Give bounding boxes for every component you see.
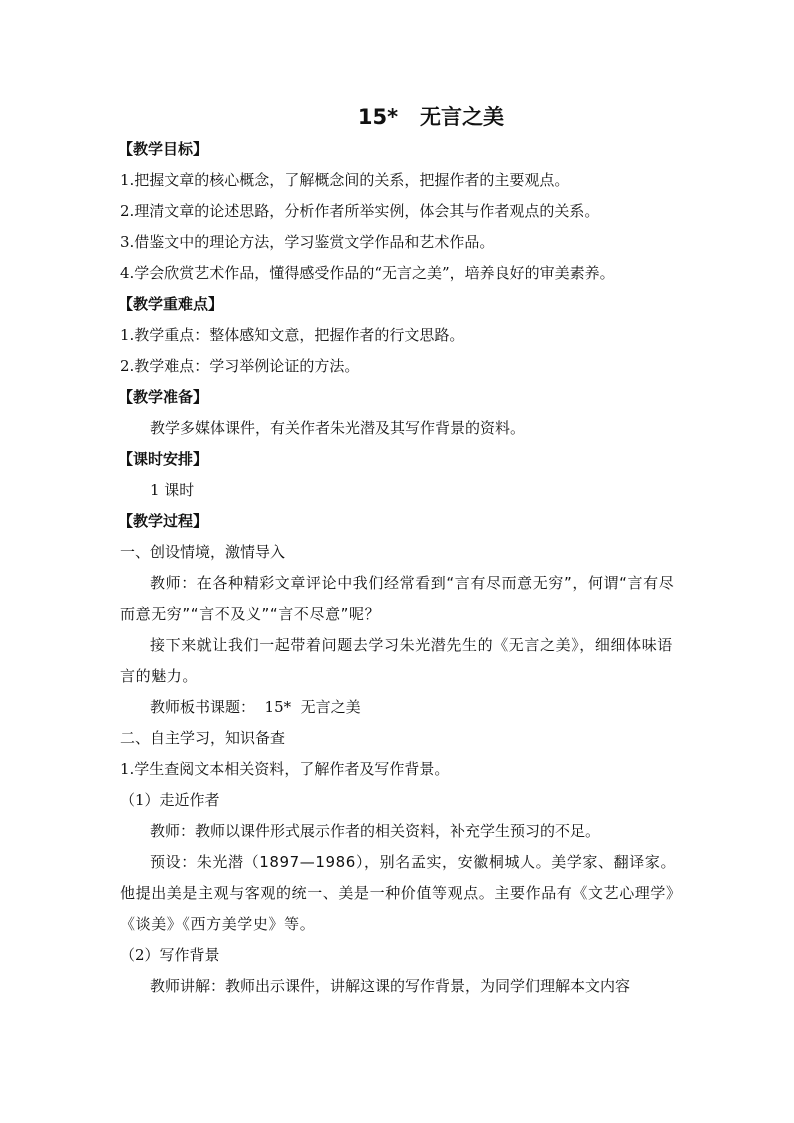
document-title: 15* 无言之美 <box>357 105 505 129</box>
author-paragraph-1: 教师：教师以课件形式展示作者的相关资料，补充学生预习的不足。 <box>150 822 601 840</box>
goal-item-1: 1.把握文章的核心概念，了解概念间的关系，把握作者的主要观点。 <box>120 171 570 189</box>
subsection-author-heading: （1）走近作者 <box>120 791 220 809</box>
part-1-heading: 一、创设情境，激情导入 <box>120 543 286 561</box>
section-heading-schedule: 【课时安排】 <box>118 450 209 468</box>
section-heading-goals: 【教学目标】 <box>118 140 209 158</box>
goal-item-3: 3.借鉴文中的理论方法，学习鉴赏文学作品和艺术作品。 <box>120 233 495 251</box>
schedule-text: 1 课时 <box>150 481 195 499</box>
part-1-paragraph-2: 接下来就让我们一起带着问题去学习朱光潜先生的《无言之美》，细细体味语言的魅力。 <box>120 636 673 685</box>
part-2-item-1: 1.学生查阅文本相关资料，了解作者及写作背景。 <box>120 760 450 778</box>
goal-item-4: 4.学会欣赏艺术作品，懂得感受作品的“无言之美”，培养良好的审美素养。 <box>120 264 615 282</box>
key-point-2: 2.教学难点：学习举例论证的方法。 <box>120 357 360 375</box>
part-1-paragraph-3: 教师板书课题： 15* 无言之美 <box>150 698 361 716</box>
key-point-1: 1.教学重点：整体感知文意，把握作者的行文思路。 <box>120 326 465 344</box>
section-heading-preparation: 【教学准备】 <box>118 388 209 406</box>
part-2-heading: 二、自主学习，知识备查 <box>120 729 286 747</box>
preparation-text: 教学多媒体课件，有关作者朱光潜及其写作背景的资料。 <box>150 419 526 437</box>
background-paragraph-1: 教师讲解：教师出示课件，讲解这课的写作背景，为同学们理解本文内容 <box>150 977 631 995</box>
section-heading-process: 【教学过程】 <box>118 512 209 530</box>
goal-item-2: 2.理清文章的论述思路，分析作者所举实例，体会其与作者观点的关系。 <box>120 202 600 220</box>
part-1-paragraph-1: 教师：在各种精彩文章评论中我们经常看到“言有尽而意无穷”，何谓“言有尽而意无穷”“言不及义”“言不尽意”呢？ <box>120 574 675 623</box>
subsection-background-heading: （2）写作背景 <box>120 946 220 964</box>
author-paragraph-2: 预设：朱光潜（1897—1986），别名孟实，安徽桐城人。美学家、翻译家。他提出美是主观与客观的统一、美是一种价值等观点。主要作品有《文艺心理学》《谈美》《西方美学史》等。 <box>120 853 682 933</box>
section-heading-key-points: 【教学重难点】 <box>118 295 224 313</box>
